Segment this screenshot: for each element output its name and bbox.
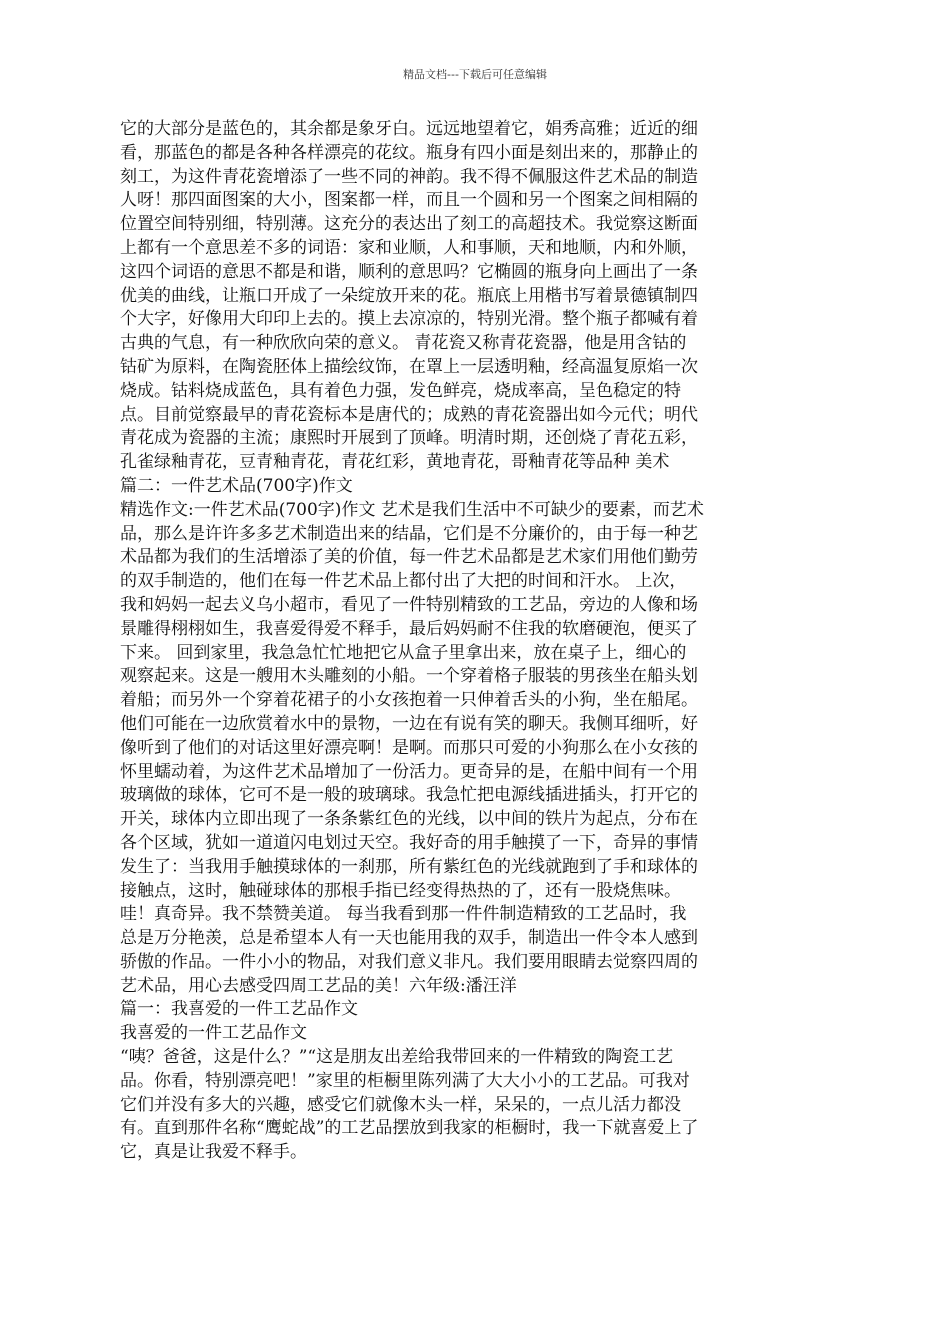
text-line: 发生了：当我用手触摸球体的一刹那，所有紫红色的光线就跑到了手和球体的: [120, 856, 698, 877]
text-line: 开关，球体内立即出现了一条条紫红色的光线，以中间的铁片为起点，分布在: [120, 809, 698, 830]
text-line: 孔雀绿釉青花，豆青釉青花，青花红彩，黄地青花，哥釉青花等品种 美术: [120, 452, 670, 473]
text-line: 术品都为我们的生活增添了美的价值，每一件艺术品都是艺术家们用他们勤劳: [120, 547, 698, 568]
text-line: 看，那蓝色的都是各种各样漂亮的花纹。瓶身有四小面是刻出来的，那静止的: [120, 142, 698, 163]
text-line: 着船；而另外一个穿着花裙子的小女孩抱着一只伸着舌头的小狗，坐在船尾。: [120, 690, 698, 711]
text-line: 它，真是让我爱不释手。: [120, 1142, 307, 1163]
text-line: 哇！真奇异。我不禁赞美道。 每当我看到那一件件制造精致的工艺品时，我: [120, 904, 687, 925]
text-line: 个大字，好像用大印印上去的。摸上去凉凉的，特别光滑。整个瓶子都喊有着: [120, 309, 698, 330]
text-line: 我喜爱的一件工艺品作文: [120, 1023, 307, 1044]
text-line: 人呀！那四面图案的大小，图案都一样，而且一个圆和另一个图案之间相隔的: [120, 190, 698, 211]
text-line: 点。目前觉察最早的青花瓷标本是唐代的；成熟的青花瓷器出如今元代；明代: [120, 404, 698, 425]
text-line: 位置空间特别细，特别薄。这充分的表达出了刻工的高超技术。我觉察这断面: [120, 214, 698, 235]
page-header: 精品文档---下载后可任意编辑: [403, 68, 547, 81]
text-line: 优美的曲线，让瓶口开成了一朵绽放开来的花。瓶底上用楷书写着景德镇制四: [120, 285, 698, 306]
text-line: 下来。 回到家里，我急急忙忙地把它从盒子里拿出来，放在桌子上，细心的: [120, 642, 687, 663]
text-line: 总是万分艳羡，总是希望本人有一天也能用我的双手，制造出一件令本人感到: [120, 928, 698, 949]
text-line: 怀里蠕动着，为这件艺术品增加了一份活力。更奇异的是，在船中间有一个用: [120, 761, 698, 782]
text-line: 各个区域，犹如一道道闪电划过天空。我好奇的用手触摸了一下，奇异的事情: [120, 832, 698, 853]
text-line: 钴矿为原料，在陶瓷胚体上描绘纹饰，在罩上一层透明釉，经高温复原焰一次: [120, 356, 698, 377]
text-line: 像听到了他们的对话这里好漂亮啊！是啊。而那只可爱的小狗那么在小女孩的: [120, 737, 698, 758]
text-line: 刻工，为这件青花瓷增添了一些不同的神韵。我不得不佩服这件艺术品的制造: [120, 166, 698, 187]
text-line: 品，那么是许许多多艺术制造出来的结晶，它们是不分廉价的，由于每一种艺: [120, 523, 698, 544]
text-line: 玻璃做的球体，它可不是一般的玻璃球。我急忙把电源线插进插头，打开它的: [120, 785, 698, 806]
text-line: “咦？爸爸，这是什么？”“这是朋友出差给我带回来的一件精致的陶瓷工艺: [120, 1047, 674, 1068]
text-line: 我和妈妈一起去义乌小超市，看见了一件特别精致的工艺品，旁边的人像和场: [120, 594, 698, 615]
text-line: 接触点，这时，触碰球体的那根手指已经变得热热的了，还有一股烧焦味。: [120, 880, 681, 901]
document-body: [120, 118, 800, 1165]
text-line: 它们并没有多大的兴趣，感受它们就像木头一样，呆呆的，一点儿活力都没: [120, 1094, 681, 1115]
text-line: 篇二：一件艺术品(700字)作文: [120, 475, 353, 496]
text-line: 这四个词语的意思不都是和谐，顺利的意思吗？它椭圆的瓶身向上画出了一条: [120, 261, 698, 282]
text-line: 艺术品，用心去感受四周工艺品的美！六年级:潘汪洋: [120, 975, 517, 996]
text-line: 它的大部分是蓝色的，其余都是象牙白。远远地望着它，娟秀高雅；近近的细: [120, 119, 698, 139]
text-line: 古典的气息，有一种欣欣向荣的意义。 青花瓷又称青花瓷器，他是用含钴的: [120, 333, 687, 354]
text-line: 他们可能在一边欣赏着水中的景物，一边在有说有笑的聊天。我侧耳细听，好: [120, 713, 698, 734]
text-line: 骄傲的作品。一件小小的物品，对我们意义非凡。我们要用眼睛去觉察四周的: [120, 951, 698, 972]
text-line: 烧成。钴料烧成蓝色，具有着色力强，发色鲜亮，烧成率高，呈色稳定的特: [120, 380, 681, 401]
text-line: 观察起来。这是一艘用木头雕刻的小船。一个穿着格子服装的男孩坐在船头划: [120, 666, 698, 687]
text-line: 的双手制造的，他们在每一件艺术品上都付出了大把的时间和汗水。 上次，: [120, 571, 687, 592]
text-line: 篇一：我喜爱的一件工艺品作文: [120, 999, 358, 1020]
text-line: 有。直到那件名称“鹰蛇战”的工艺品摆放到我家的柜橱时，我一下就喜爱上了: [120, 1118, 699, 1139]
text-line: 精选作文:一件艺术品(700字)作文 艺术是我们生活中不可缺少的要素，而艺术: [120, 499, 704, 520]
text-line: 青花成为瓷器的主流；康熙时开展到了顶峰。明清时期，还创烧了青花五彩，: [120, 428, 698, 449]
text-line: 品。你看，特别漂亮吧！”家里的柜橱里陈列满了大大小小的工艺品。可我对: [120, 1070, 690, 1091]
text-line: 上都有一个意思差不多的词语：家和业顺，人和事顺，天和地顺，内和外顺，: [120, 237, 698, 258]
text-line: 景雕得栩栩如生，我喜爱得爱不释手，最后妈妈耐不住我的软磨硬泡，便买了: [120, 618, 698, 639]
